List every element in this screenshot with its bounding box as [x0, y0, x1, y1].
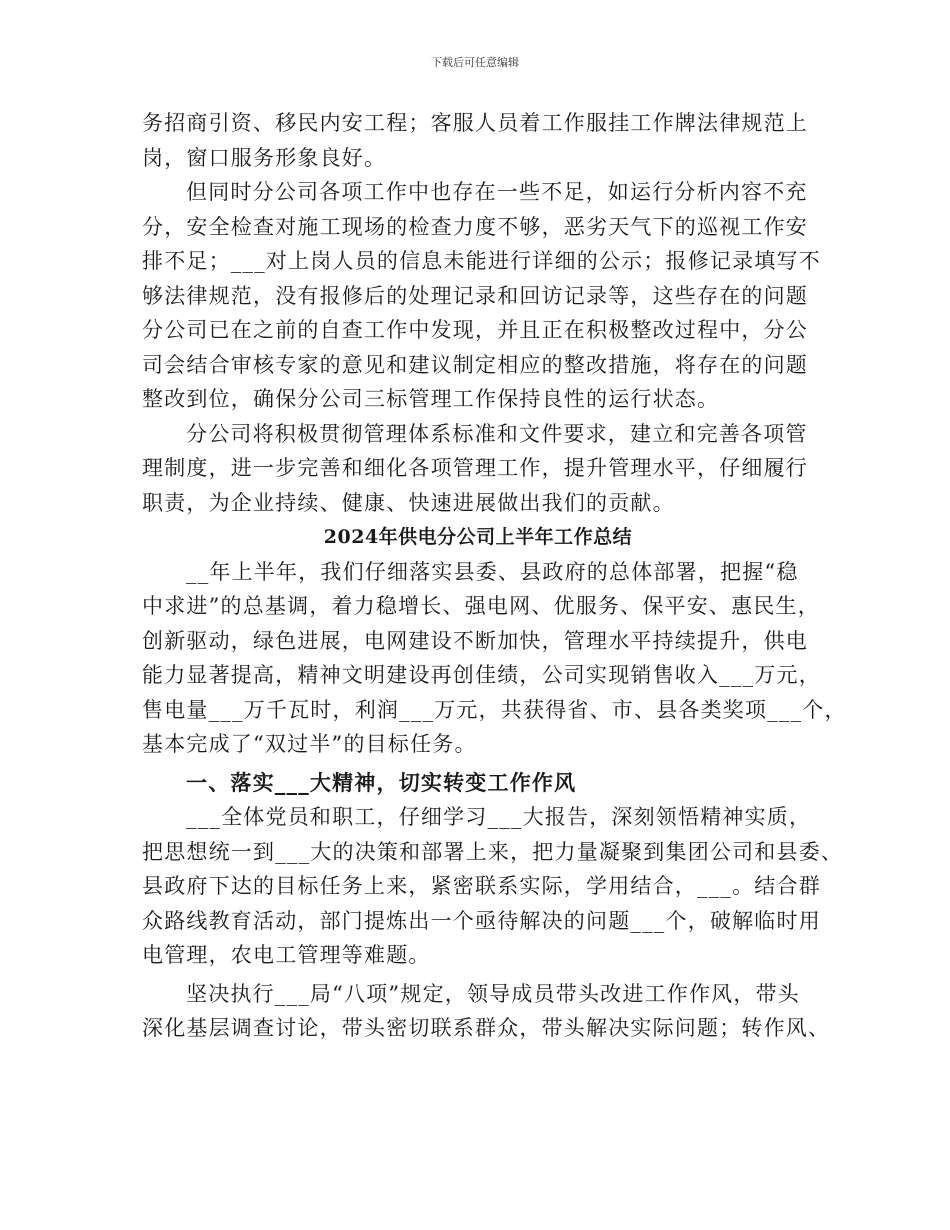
text-line: 分公司将积极贯彻管理体系标准和文件要求，建立和完善各项管 — [186, 421, 808, 446]
text-line: 整改到位，确保分公司三标管理工作保持良性的运行状态。 — [142, 387, 720, 411]
document-body — [142, 106, 847, 1046]
page-header: 下载后可任意编辑 — [431, 56, 519, 69]
text-line: 能力显著提高，精神文明建设再创佳绩，公司实现销售收入___万元， — [142, 663, 821, 687]
text-line: 众路线教育活动，部门提炼出一个亟待解决的问题___个，破解临时用 — [142, 908, 821, 933]
text-line: ___全体党员和职工，仔细学习___大报告，深刻领悟精神实质， — [186, 805, 812, 829]
section-heading: 一、落实___大精神，切实转变工作作风 — [186, 769, 577, 795]
text-line: __年上半年，我们仔细落实县委、县政府的总体部署，把握“稳 — [186, 559, 799, 584]
text-line: 但同时分公司各项工作中也存在一些不足，如运行分析内容不充 — [186, 180, 808, 204]
text-line: 务招商引资、移民内安工程；客服人员着工作服挂工作牌法律规范上 — [142, 111, 808, 135]
text-line: 县政府下达的目标任务上来，紧密联系实际，学用结合，___。结合群 — [142, 874, 821, 898]
text-line: 职责，为企业持续、健康、快速进展做出我们的贡献。 — [142, 490, 675, 515]
text-line: 分公司已在之前的自查工作中发现，并且正在积极整改过程中，分公 — [142, 318, 808, 342]
text-line: 深化基层调查讨论，带头密切联系群众，带头解决实际问题；转作风、 — [142, 1016, 831, 1040]
document-title: 2024年供电分公司上半年工作总结 — [323, 526, 633, 548]
text-line: 岗，窗口服务形象良好。 — [142, 145, 387, 170]
text-line: 把思想统一到___大的决策和部署上来，把力量凝聚到集团公司和县委、 — [142, 839, 844, 864]
text-line: 坚决执行___局“八项”规定，领导成员带头改进工作作风，带头 — [186, 981, 800, 1006]
text-line: 够法律规范，没有报修后的处理记录和回访记录等，这些存在的问题 — [142, 283, 808, 308]
text-line: 理制度，进一步完善和细化各项管理工作，提升管理水平，仔细履行 — [142, 456, 808, 480]
text-line: 基本完成了“双过半”的目标任务。 — [142, 732, 477, 756]
text-line: 排不足；___对上岗人员的信息未能进行详细的公示；报修记录填写不 — [142, 249, 821, 273]
text-line: 电管理，农电工管理等难题。 — [142, 943, 431, 967]
text-line: 创新驱动，绿色进展，电网建设不断加快，管理水平持续提升，供电 — [142, 628, 808, 653]
text-line: 司会结合审核专家的意见和建议制定相应的整改措施，将存在的问题 — [142, 352, 808, 377]
text-line: 分，安全检查对施工现场的检查力度不够，恶劣天气下的巡视工作安 — [142, 214, 808, 239]
text-line: 中求进”的总基调，着力稳增长、强电网、优服务、保平安、惠民生， — [142, 594, 820, 618]
text-line: 售电量___万千瓦时，利润___万元，共获得省、市、县各类奖项___个， — [142, 697, 847, 722]
